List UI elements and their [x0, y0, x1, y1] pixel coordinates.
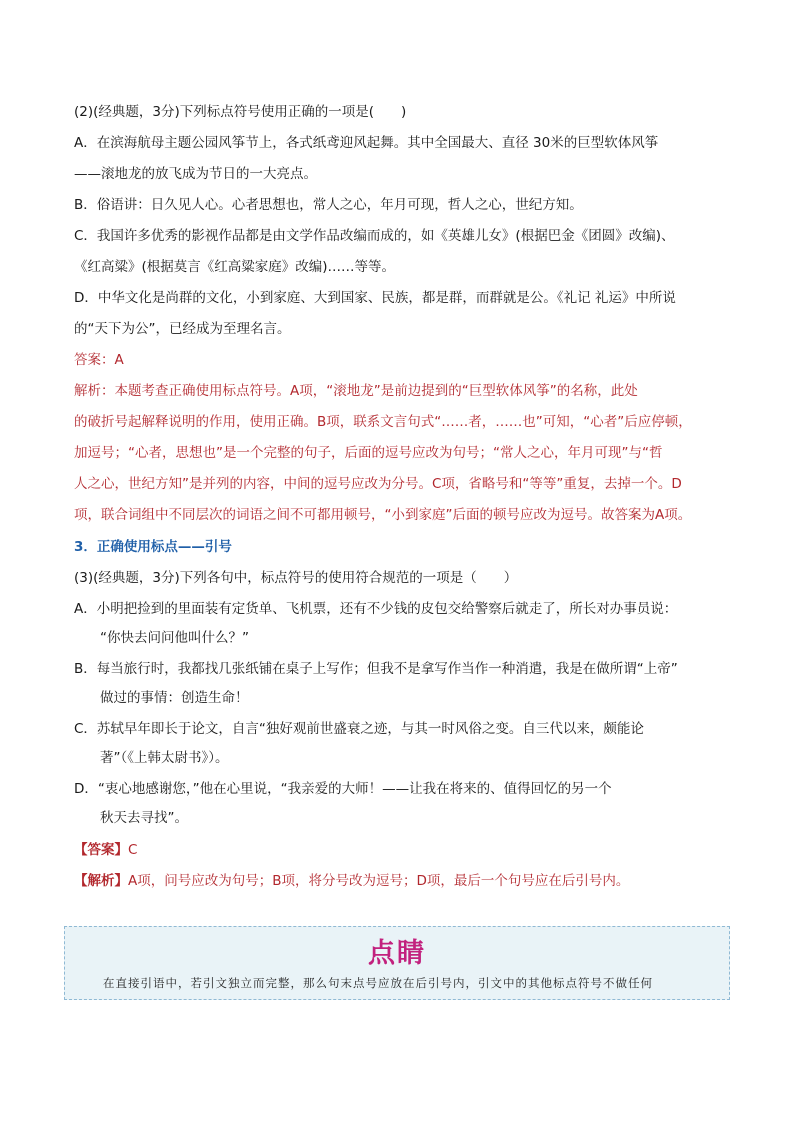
q3-option-a-line-1: A．小明把捡到的里面装有定货单、飞机票，还有不少钱的皮包交给警察后就走了，所长对办事员说： — [74, 601, 678, 617]
tip-box-title: 点睛 — [368, 938, 426, 969]
explanation-line-3: 加逗号；“心者，思想也”是一个完整的句子，后面的逗号应改为句号；“常人之心，年月可现”与“哲 — [74, 445, 663, 461]
section-heading: 3．正确使用标点——引号 — [74, 539, 232, 555]
answer-label: 【答案】 — [74, 842, 128, 858]
q3-option-d-line-2: 秋天去寻找”。 — [100, 810, 188, 826]
option-d-line-2: 的“天下为公”，已经成为至理名言。 — [74, 321, 291, 337]
option-c-line-1: C．我国许多优秀的影视作品都是由文学作品改编而成的，如《英雄儿女》(根据巴金《团圆》改编)、 — [74, 228, 675, 244]
option-a-line-2: ——滚地龙的放飞成为节日的一大亮点。 — [74, 166, 317, 182]
q3-option-b-line-1: B．每当旅行时，我都找几张纸铺在桌子上写作；但我不是拿写作当作一种消遣，我是在做所谓“上帝” — [74, 661, 678, 677]
q3-option-b-line-2: 做过的事情：创造生命！ — [100, 690, 249, 706]
q3-option-c-line-2: 著”（《上韩太尉书》）。 — [100, 750, 229, 766]
explanation-value: A项，问号应改为句号；B项，将分号改为逗号；D项，最后一个句号应在后引号内。 — [128, 873, 630, 889]
q3-option-d-line-1: D．“衷心地感谢您，”他在心里说，“我亲爱的大师！——让我在将来的、值得回忆的另一个 — [74, 781, 612, 797]
q3-option-c-line-1: C．苏轼早年即长于论文，自言“独好观前世盛衰之迹，与其一时风俗之变。自三代以来，颇能论 — [74, 721, 644, 737]
tip-box — [64, 926, 730, 1000]
option-c-line-2: 《红高粱》(根据莫言《红高粱家庭》改编)……等等。 — [74, 259, 396, 275]
tip-box-text: 在直接引语中，若引文独立而完整，那么句末点号应放在后引号内，引文中的其他标点符号不做任何 — [103, 976, 653, 990]
q3-explanation-line — [74, 871, 734, 891]
explanation-label: 【解析】 — [74, 873, 128, 889]
answer-value: C — [128, 842, 138, 858]
option-b-line-1: B．俗语讲：日久见人心。心者思想也，常人之心，年月可现，哲人之心，世纪方知。 — [74, 197, 583, 213]
explanation-line-1: 解析：本题考查正确使用标点符号。A项，“滚地龙”是前边提到的“巨型软体风筝”的名称，此处 — [74, 383, 638, 399]
question-3-stem: (3)(经典题，3分)下列各句中，标点符号的使用符合规范的一项是（ ） — [74, 570, 518, 586]
explanation-line-5: 项，联合词组中不同层次的词语之间不可都用顿号，“小到家庭”后面的顿号应改为逗号。故答案为A项。 — [74, 507, 692, 523]
explanation-line-2: 的破折号起解释说明的作用，使用正确。B项，联系文言句式“……者，……也”可知，“心者”后应停顿， — [74, 414, 692, 430]
explanation-line-4: 人之心，世纪方知”是并列的内容，中间的逗号应改为分号。C项，省略号和“等等”重复，去掉一个。D — [74, 476, 682, 492]
option-d-line-1: D．中华文化是尚群的文化，小到家庭、大到国家、民族，都是群，而群就是公。《礼记 礼运》中所说 — [74, 290, 676, 306]
q3-answer-line — [74, 840, 734, 860]
q3-option-a-line-2: “你快去问问他叫什么？” — [100, 630, 249, 646]
answer-line: 答案：A — [74, 352, 124, 368]
question-2-stem: (2)(经典题，3分)下列标点符号使用正确的一项是( ) — [74, 104, 407, 120]
option-a-line-1: A．在滨海航母主题公园风筝节上，各式纸鸢迎风起舞。其中全国最大、直径 30米的巨型软体风筝 — [74, 135, 659, 151]
